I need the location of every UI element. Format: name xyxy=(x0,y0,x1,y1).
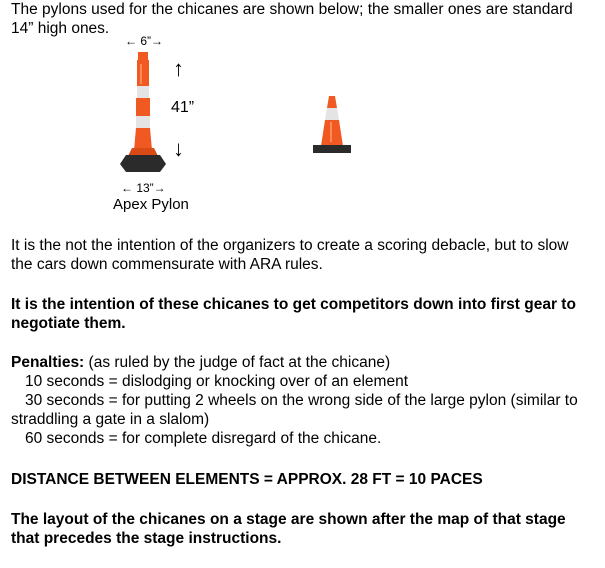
intro-line-1: The pylons used for the chicanes are shown below; the smaller ones are standard xyxy=(11,1,573,18)
penalties-heading: Penalties: xyxy=(11,354,85,371)
paragraph-1-line-1: It is the not the intention of the organizers to create a scoring debacle, but to slow xyxy=(11,237,569,254)
penalties-heading-line xyxy=(11,353,390,372)
paragraph-1-line-2: the cars down commensurate with ARA rules. xyxy=(11,256,323,273)
arrow-down-icon: ↓ xyxy=(173,136,184,161)
penalty-item-2-line-1: 30 seconds = for putting 2 wheels on the wrong side of the large pylon (similar to xyxy=(25,392,578,409)
arrow-up-icon: ↑ xyxy=(173,56,184,81)
distance-note: DISTANCE BETWEEN ELEMENTS = APPROX. 28 FT = 10 PACES xyxy=(11,471,483,488)
penalties-heading-rest: (as ruled by the judge of fact at the chicane) xyxy=(84,354,391,371)
apex-caption: Apex Pylon xyxy=(113,196,189,213)
penalty-item-3: 60 seconds = for complete disregard of the chicane. xyxy=(25,430,382,447)
intro-line-2: 14” high ones. xyxy=(11,20,110,37)
paragraph-2-line-1: It is the intention of these chicanes to get competitors down into first gear to xyxy=(11,296,576,313)
layout-note-line-1: The layout of the chicanes on a stage are shown after the map of that stage xyxy=(11,511,566,528)
apex-pylon-image xyxy=(118,50,168,180)
apex-base-width-label: ← 13”→ xyxy=(121,181,166,195)
layout-note-line-2: that precedes the stage instructions. xyxy=(11,530,282,547)
penalty-item-1: 10 seconds = dislodging or knocking over of an element xyxy=(25,373,409,390)
paragraph-2-line-2: negotiate them. xyxy=(11,315,126,332)
standard-cone-image xyxy=(310,94,354,158)
penalty-item-2-line-2: straddling a gate in a slalom) xyxy=(11,411,210,428)
apex-top-width-label: ← 6”→ xyxy=(125,34,164,48)
apex-height-label: 41” xyxy=(171,99,195,116)
